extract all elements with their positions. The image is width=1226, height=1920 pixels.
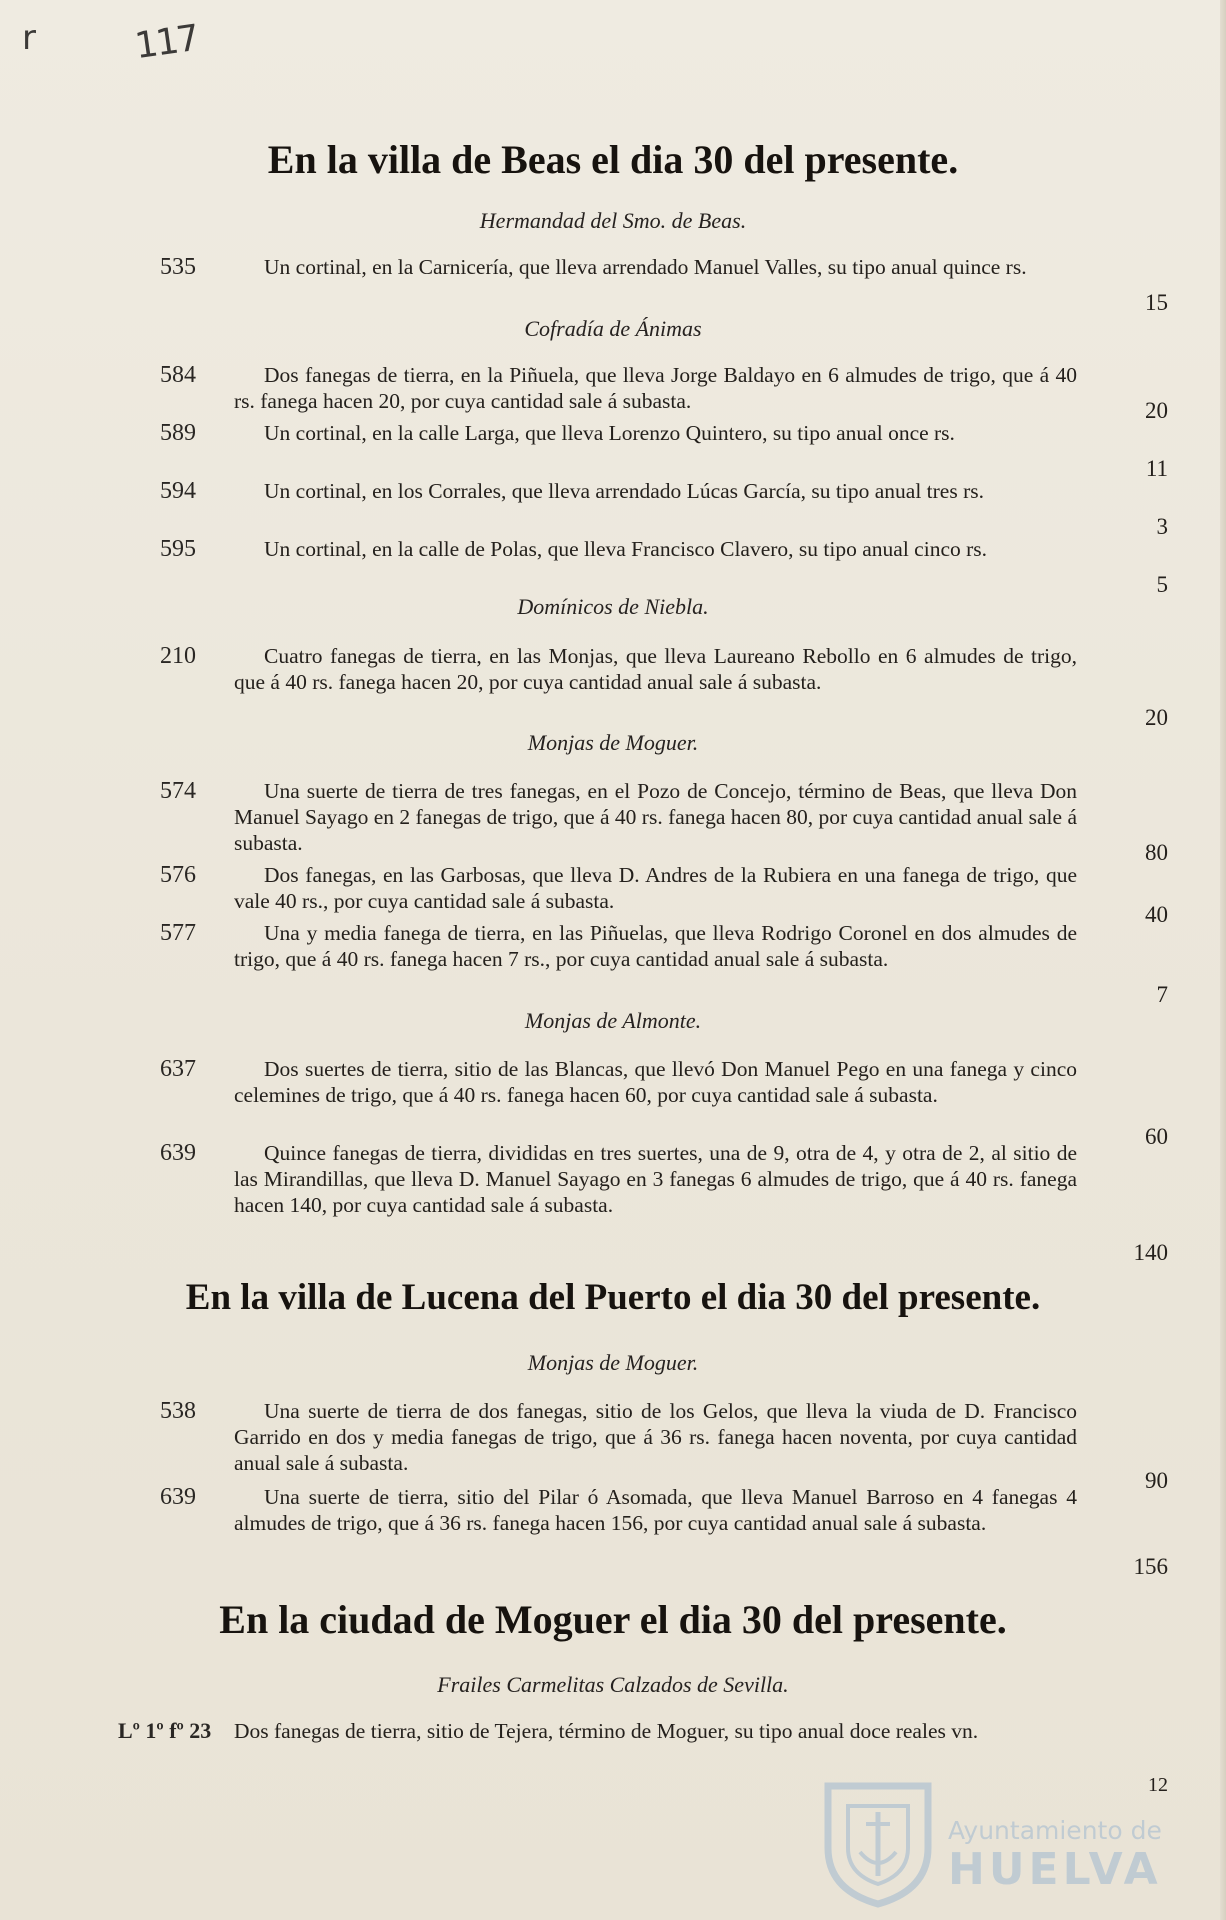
entry-amount: 60 [1145, 1124, 1168, 1149]
entry-amount: 5 [1156, 572, 1168, 597]
entry-text: Un cortinal, en los Corrales, que lleva arrendado Lúcas García, su tipo anual tres rs. [264, 479, 984, 503]
entry-number: 538 [160, 1398, 196, 1424]
entry-text: Una suerte de tierra de dos fanegas, sitio de los Gelos, que lleva la viuda de D. Francisco Garrido en dos y media fanegas de trigo, que á 36 rs. fanega hacen noventa, por cuya cantidad anual sale á subasta. [234, 1399, 1077, 1475]
entry-amount: 140 [1133, 1240, 1168, 1265]
entry-amount: 90 [1145, 1468, 1168, 1493]
entry-text: Una suerte de tierra, sitio del Pilar ó Asomada, que lleva Manuel Barroso en 4 fanegas 4 almudes de trigo, que á 36 rs. fanega hacen 156, por cuya cantidad anual sale á subasta. [234, 1485, 1077, 1535]
entry-text: Dos fanegas de tierra, en la Piñuela, que lleva Jorge Baldayo en 6 almudes de trigo, que á 40 rs. fanega hacen 20, por cuya cantidad sale á subasta. [234, 363, 1077, 413]
section-title-lucena: En la villa de Lucena del Puerto el dia 30 del presente. [185, 1277, 1041, 1318]
group-heading: Frailes Carmelitas Calzados de Sevilla. [437, 1672, 789, 1697]
entry-text: Una suerte de tierra de tres fanegas, en el Pozo de Concejo, término de Beas, que lleva Don Manuel Sayago en 2 fanegas de trigo, que á 40 rs. fanega hacen 80, por cuya cantidad anual sale á subasta. [234, 779, 1077, 855]
entry-amount: 20 [1145, 705, 1168, 730]
entry-number: 639 [160, 1140, 196, 1166]
folio-number: 117 [132, 17, 201, 68]
entry-amount: 20 [1145, 398, 1168, 423]
group-heading: Monjas de Almonte. [524, 1008, 702, 1033]
group-heading: Hermandad del Smo. de Beas. [479, 208, 747, 233]
entry-number: 637 [160, 1056, 196, 1082]
corner-mark: r [22, 18, 36, 58]
entry-number: 574 [160, 778, 196, 804]
entry-number: 576 [160, 862, 196, 888]
group-heading: Monjas de Moguer. [527, 1350, 699, 1375]
entry-text: Dos fanegas, en las Garbosas, que lleva D. Andres de la Rubiera en una fanega de trigo, que vale 40 rs., por cuya cantidad sale á subasta. [234, 863, 1077, 913]
group-heading: Monjas de Moguer. [527, 730, 699, 755]
entry-number: 577 [160, 920, 196, 946]
entry-text: Dos fanegas de tierra, sitio de Tejera, término de Moguer, su tipo anual doce reales vn. [234, 1719, 979, 1743]
entry-text: Un cortinal, en la calle de Polas, que lleva Francisco Clavero, su tipo anual cinco rs. [264, 537, 988, 561]
entry-number: 595 [160, 536, 196, 562]
entry-number: 584 [160, 362, 196, 388]
group-heading: Cofradía de Ánimas [524, 316, 702, 341]
entry-text: Quince fanegas de tierra, divididas en tres suertes, una de 9, otra de 4, y otra de 2, al sitio de las Mirandillas, que lleva D. Manuel Sayago en 3 fanegas 6 almudes de trigo, que á 40 rs. fanega hacen 140, por cuya cantidad sale á subasta. [234, 1141, 1077, 1217]
shield-logo-icon [818, 1778, 938, 1908]
section-title-moguer: En la ciudad de Moguer el dia 30 del presente. [219, 1597, 1007, 1642]
watermark-line1: Ayuntamiento de [948, 1816, 1162, 1845]
entry-amount: 156 [1133, 1554, 1168, 1579]
entry-text: Cuatro fanegas de tierra, en las Monjas, que lleva Laureano Rebollo en 6 almudes de trigo, que á 40 rs. fanega hacen 20, por cuya cantidad anual sale á subasta. [234, 644, 1077, 694]
entry-number: 594 [160, 478, 196, 504]
entry-text: Dos suertes de tierra, sitio de las Blancas, que llevó Don Manuel Pego en una fanega y cinco celemines de trigo, que á 40 rs. fanega hacen 60, por cuya cantidad sale á subasta. [234, 1057, 1077, 1107]
entry-text: Un cortinal, en la calle Larga, que lleva Lorenzo Quintero, su tipo anual once rs. [264, 421, 955, 445]
entry-amount: 15 [1145, 290, 1168, 315]
entry-number: 639 [160, 1484, 196, 1510]
entry-number: 535 [160, 254, 196, 280]
entry-text: Una y media fanega de tierra, en las Piñuelas, que lleva Rodrigo Coronel en dos almudes de trigo, que á 40 rs. fanega hacen 7 rs., por cuya cantidad anual sale á subasta. [234, 921, 1077, 971]
entry-amount: 11 [1145, 456, 1168, 481]
entry-number: 589 [160, 420, 196, 446]
entry-number: 210 [160, 643, 196, 669]
entry-amount: 80 [1145, 840, 1168, 865]
group-heading: Domínicos de Niebla. [517, 594, 709, 619]
section-title-beas: En la villa de Beas el dia 30 del presente. [267, 137, 959, 182]
entry-amount: 7 [1156, 982, 1168, 1007]
watermark-line2: HUELVA [948, 1844, 1162, 1895]
entry-amount: 12 [1148, 1774, 1168, 1796]
entry-amount: 40 [1145, 902, 1168, 927]
entry-amount: 3 [1156, 514, 1168, 539]
entry-reference: Lº 1º fº 23 [118, 1718, 212, 1743]
entry-text: Un cortinal, en la Carnicería, que lleva arrendado Manuel Valles, su tipo anual quince rs. [264, 255, 1027, 279]
